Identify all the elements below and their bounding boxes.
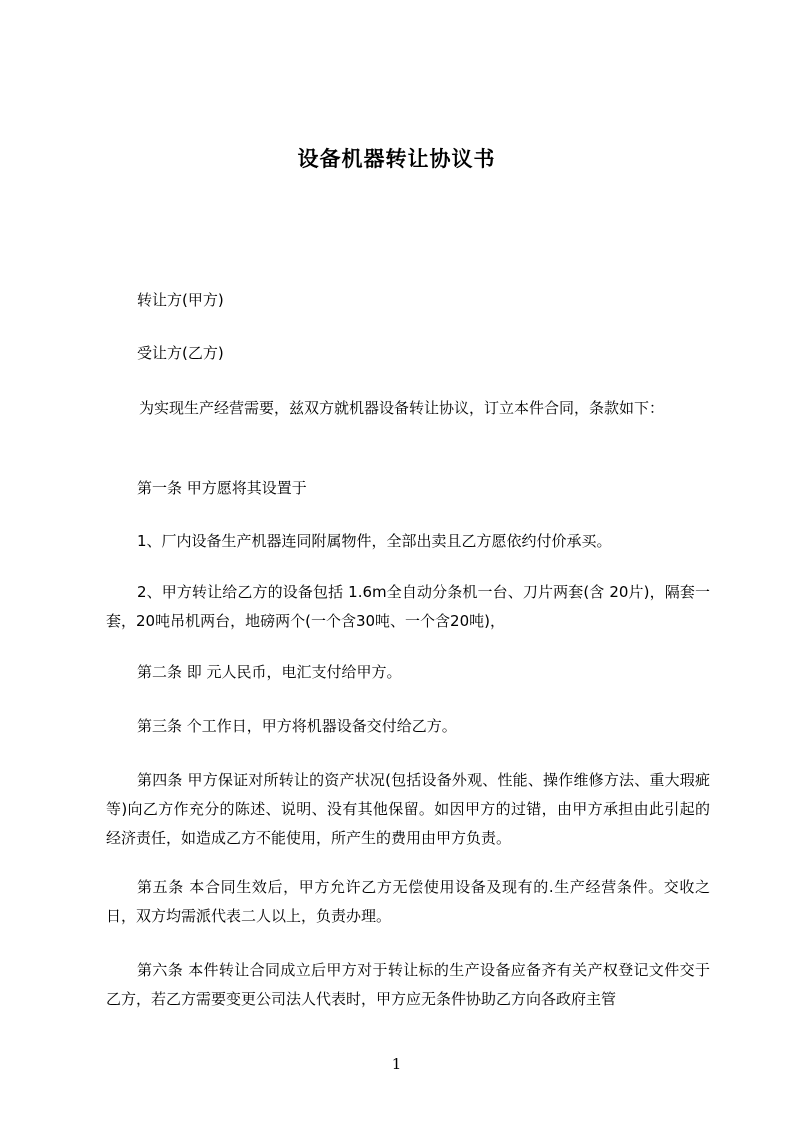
document-title: 设备机器转让协议书 <box>297 147 496 171</box>
article-6: 第六条 本件转让合同成立后甲方对于转让标的生产设备应备齐有关产权登记文件交于乙方，若乙方需要变更公司法人代表时，甲方应无条件协助乙方向各政府主管 <box>106 961 710 1008</box>
article-3: 第三条 个工作日，甲方将机器设备交付给乙方。 <box>137 717 457 735</box>
article-1-item-1: 1、厂内设备生产机器连同附属物件，全部出卖且乙方愿依约付价承买。 <box>137 532 612 550</box>
article-1-heading: 第一条 甲方愿将其设置于 <box>137 479 307 497</box>
party-a-label: 转让方(甲方) <box>137 291 224 309</box>
article-5: 第五条 本合同生效后，甲方允许乙方无偿使用设备及现有的.生产经营条件。交收之日，双方均需派代表二人以上，负责办理。 <box>106 878 710 925</box>
page-number: 1 <box>391 1055 402 1073</box>
party-b-label: 受让方(乙方) <box>137 344 224 362</box>
article-2: 第二条 即 元人民币，电汇支付给甲方。 <box>137 663 402 681</box>
article-1-item-2: 2、甲方转让给乙方的设备包括 1.6m全自动分条机一台、刀片两套(含 20片)，隔套一套，20吨吊机两台，地磅两个(一个含30吨、一个含20吨)， <box>106 583 710 630</box>
article-4: 第四条 甲方保证对所转让的资产状况(包括设备外观、性能、操作维修方法、重大瑕疵等)向乙方作充分的陈述、说明、没有其他保留。如因甲方的过错，由甲方承担由此引起的经济责任，如造成乙方不能使用，所产生的费用由甲方负责。 <box>106 771 710 847</box>
intro-paragraph: 为实现生产经营需要，兹双方就机器设备转让协议，订立本件合同，条款如下： <box>139 399 665 417</box>
